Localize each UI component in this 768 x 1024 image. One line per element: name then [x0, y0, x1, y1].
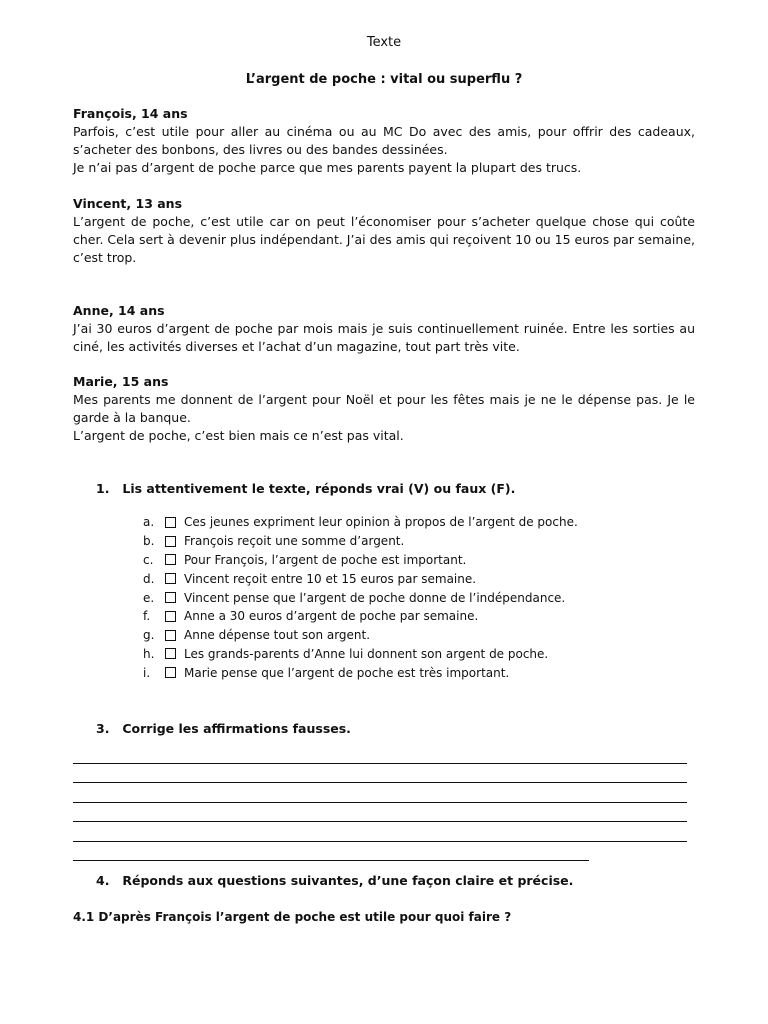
list-item: [143, 569, 578, 588]
item-letter: g.: [143, 628, 155, 643]
answer-line[interactable]: [73, 822, 687, 842]
item-text: Pour François, l’argent de poche est important.: [184, 552, 467, 567]
question-text: Lis attentivement le texte, réponds vrai (V) ou faux (F).: [122, 481, 516, 496]
answer-lines: [73, 744, 687, 861]
question-3-heading: [96, 721, 351, 736]
answer-checkbox[interactable]: [165, 517, 176, 528]
answer-checkbox[interactable]: [165, 592, 176, 603]
list-item: [143, 626, 578, 645]
answer-checkbox[interactable]: [165, 667, 176, 678]
answer-checkbox[interactable]: [165, 554, 176, 565]
item-text: Anne a 30 euros d’argent de poche par semaine.: [184, 609, 479, 624]
section-label: Texte: [366, 35, 402, 50]
question-number: 3.: [96, 721, 110, 736]
item-text: Anne dépense tout son argent.: [184, 628, 371, 643]
testimony-name: François, 14 ans: [73, 106, 188, 121]
item-text: Vincent reçoit entre 10 et 15 euros par semaine.: [184, 571, 477, 586]
testimony-anne: [73, 302, 695, 356]
question-4-1: 4.1 D’après François l’argent de poche est utile pour quoi faire ?: [73, 910, 512, 924]
item-text: Ces jeunes expriment leur opinion à propos de l’argent de poche.: [184, 515, 578, 530]
testimony-text: Je n’ai pas d’argent de poche parce que mes parents payent la plupart des trucs.: [73, 160, 582, 175]
testimony-text: Parfois, c’est utile pour aller au cinéma ou au MC Do avec des amis, pour offrir des cadeaux, s’acheter des bonbons, des livres ou des bandes dessinées.: [73, 124, 695, 157]
item-letter: a.: [143, 515, 155, 530]
list-item: [143, 645, 578, 664]
item-text: Vincent pense que l’argent de poche donne de l’indépendance.: [184, 590, 566, 605]
answer-checkbox[interactable]: [165, 648, 176, 659]
item-letter: i.: [143, 665, 151, 680]
testimony-marie: [73, 373, 695, 445]
list-item: [143, 607, 578, 626]
true-false-list: [143, 513, 578, 682]
item-letter: h.: [143, 646, 155, 661]
item-letter: c.: [143, 552, 154, 567]
document-title: L’argent de poche : vital ou superflu ?: [245, 72, 523, 87]
answer-line[interactable]: [73, 803, 687, 823]
testimony-text: L’argent de poche, c’est bien mais ce n’est pas vital.: [73, 428, 404, 443]
testimony-text: L’argent de poche, c’est utile car on peut l’économiser pour s’acheter quelque chose qui coûte cher. Cela sert à devenir plus indépendant. J’ai des amis qui reçoivent 10 ou 15 euros par semaine, c’est trop.: [73, 214, 695, 265]
answer-checkbox[interactable]: [165, 611, 176, 622]
list-item: [143, 663, 578, 682]
testimony-text: J’ai 30 euros d’argent de poche par mois mais je suis continuellement ruinée. Entre les sorties au ciné, les activités diverses et l’achat d’un magazine, tout part très vite.: [73, 321, 695, 354]
testimony-name: Vincent, 13 ans: [73, 196, 183, 211]
item-letter: f.: [143, 609, 151, 624]
list-item: [143, 513, 578, 532]
item-letter: d.: [143, 571, 155, 586]
answer-line[interactable]: [73, 783, 687, 803]
answer-line[interactable]: [73, 744, 687, 764]
item-text: François reçoit une somme d’argent.: [184, 534, 405, 549]
item-text: Marie pense que l’argent de poche est très important.: [184, 665, 510, 680]
list-item: [143, 588, 578, 607]
testimony-name: Marie, 15 ans: [73, 374, 169, 389]
item-letter: b.: [143, 534, 155, 549]
question-4-heading: [96, 873, 573, 888]
question-1-heading: [96, 481, 515, 496]
answer-checkbox[interactable]: [165, 536, 176, 547]
testimony-vincent: [73, 195, 695, 267]
question-number: 1.: [96, 481, 110, 496]
list-item: [143, 551, 578, 570]
item-letter: e.: [143, 590, 155, 605]
answer-line[interactable]: [73, 764, 687, 784]
item-text: Les grands-parents d’Anne lui donnent son argent de poche.: [184, 646, 549, 661]
answer-checkbox[interactable]: [165, 630, 176, 641]
testimony-text: Mes parents me donnent de l’argent pour Noël et pour les fêtes mais je ne le dépense pas. Je le garde à la banque.: [73, 392, 695, 425]
list-item: [143, 532, 578, 551]
answer-checkbox[interactable]: [165, 573, 176, 584]
answer-line[interactable]: [73, 842, 589, 862]
question-number: 4.: [96, 873, 110, 888]
question-text: Corrige les affirmations fausses.: [122, 721, 351, 736]
question-text: Réponds aux questions suivantes, d’une façon claire et précise.: [122, 873, 574, 888]
testimony-francois: [73, 105, 695, 177]
testimony-name: Anne, 14 ans: [73, 303, 165, 318]
